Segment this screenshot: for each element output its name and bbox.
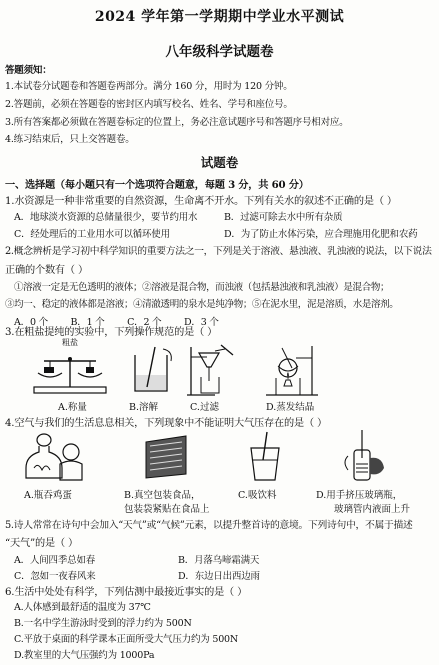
notice-item-4: 4.练习结束后，只上交答题卷。 xyxy=(5,134,135,145)
q6-option-b: B.一名中学生游泳时受到的浮力约为 500N xyxy=(14,618,192,629)
q2-statement-2: ③均一、稳定的液体都是溶液；④清澈透明的泉水是纯净物；⑤在泥水里，泥是溶质，水是溶剂。 xyxy=(5,299,399,310)
q2-stem-line2: 正确的个数有（ ） xyxy=(5,265,88,276)
balance-scale-figure xyxy=(30,343,110,395)
q1-stem: 1.水资源是一种非常重要的自然资源，生命离不开水。下列有关水的叙述不正确的是（ ） xyxy=(5,196,397,207)
q4-caption-c: C.吸饮料 xyxy=(238,490,277,501)
q5-stem-line2: “天气”的是（ ） xyxy=(5,538,78,549)
notice-item-1: 1.本试卷分试题卷和答题卷两部分。满分 160 分，用时为 120 分钟。 xyxy=(5,81,293,92)
notice-heading: 答题须知： xyxy=(5,65,52,76)
exam-subtitle: 八年级科学试题卷 xyxy=(165,44,274,60)
q3-caption-b: B.溶解 xyxy=(129,402,159,413)
q3-caption-d: D.蒸发结晶 xyxy=(266,402,315,413)
q4-caption-b1: B.真空包装食品， xyxy=(124,490,201,501)
q4-caption-a: A.瓶吞鸡蛋 xyxy=(24,490,72,501)
q5-option-c: C．忽如一夜春风来 xyxy=(14,571,96,582)
q3-caption-c: C.过滤 xyxy=(190,402,219,413)
q1-option-b: B．过滤可除去水中所有杂质 xyxy=(224,212,343,223)
q1-option-a: A．地球淡水资源的总储量很少，要节约用水 xyxy=(14,212,198,223)
q6-option-d: D.教室里的大气压强约为 1000Pa xyxy=(14,650,155,661)
drinking-straw-figure xyxy=(245,430,285,482)
q2-statement-1: ①溶液一定是无色透明的液体；②溶液是混合物，而浊液（包括悬浊液和乳浊液）是混合物； xyxy=(14,282,390,293)
squeeze-bottle-figure xyxy=(340,428,390,484)
filtration-figure xyxy=(185,343,240,397)
q2-options: A．0 个 B．1 个 C．2 个 D．3 个 xyxy=(14,317,219,328)
q5-stem-line1: 5.诗人常常在诗句中会加入“天气”或“气候”元素，以提升整首诗的意境。下列诗句中，不属于描述 xyxy=(5,520,413,531)
q4-caption-d2: 玻璃管内液面上升 xyxy=(334,504,411,515)
q3-label-crude-salt: 粗盐 xyxy=(62,338,78,347)
q5-option-d: D．东边日出西边雨 xyxy=(178,571,260,582)
evaporation-figure xyxy=(262,342,322,397)
q6-option-c: C.平放于桌面的科学课本正面所受大气压力约为 500N xyxy=(14,634,239,645)
part1-heading: 一、选择题（每小题只有一个选项符合题意，每题 3 分，共 60 分） xyxy=(5,179,309,191)
section-title: 试题卷 xyxy=(200,155,239,170)
q3-caption-a: A.称量 xyxy=(58,402,87,413)
q5-option-b: B．月落乌啼霜满天 xyxy=(178,555,260,566)
q5-option-a: A．人间四季总如春 xyxy=(14,555,96,566)
q4-caption-b2: 包装袋紧贴在食品上 xyxy=(124,504,210,515)
vacuum-package-figure xyxy=(140,432,192,480)
q6-option-a: A.人体感到最舒适的温度为 37℃ xyxy=(14,602,151,613)
exam-title: 2024 学年第一学期期中学业水平测试 xyxy=(94,9,345,25)
q1-option-c: C．经处理后的工业用水可以循环使用 xyxy=(14,229,170,240)
q3-stem: 3.在粗盐提纯的实验中，下列操作规范的是（ ） xyxy=(5,327,218,338)
beaker-dissolving-figure xyxy=(125,345,180,395)
q1-option-d: D．为了防止水体污染，应合理施用化肥和农药 xyxy=(224,229,418,240)
notice-item-2: 2.答题前，必须在答题卷的密封区内填写校名、姓名、学号和座位号。 xyxy=(5,99,293,110)
q2-stem-line1: 2.概念辨析是学习初中科学知识的重要方法之一，下列是关于溶液、悬浊液、乳浊液的说法，以下说法 xyxy=(5,246,432,257)
notice-item-3: 3.所有答案都必须做在答题卷标定的位置上，务必注意试题序号和答题序号相对应。 xyxy=(5,117,349,128)
q4-caption-d1: D.用手挤压玻璃瓶， xyxy=(316,490,403,501)
flask-figure xyxy=(56,440,86,482)
q6-stem: 6.生活中处处有科学，下列估测中最接近事实的是（ ） xyxy=(5,587,248,598)
q4-stem: 4.空气与我们的生活息息相关，下列现象中不能证明大气压存在的是（ ） xyxy=(5,418,327,429)
